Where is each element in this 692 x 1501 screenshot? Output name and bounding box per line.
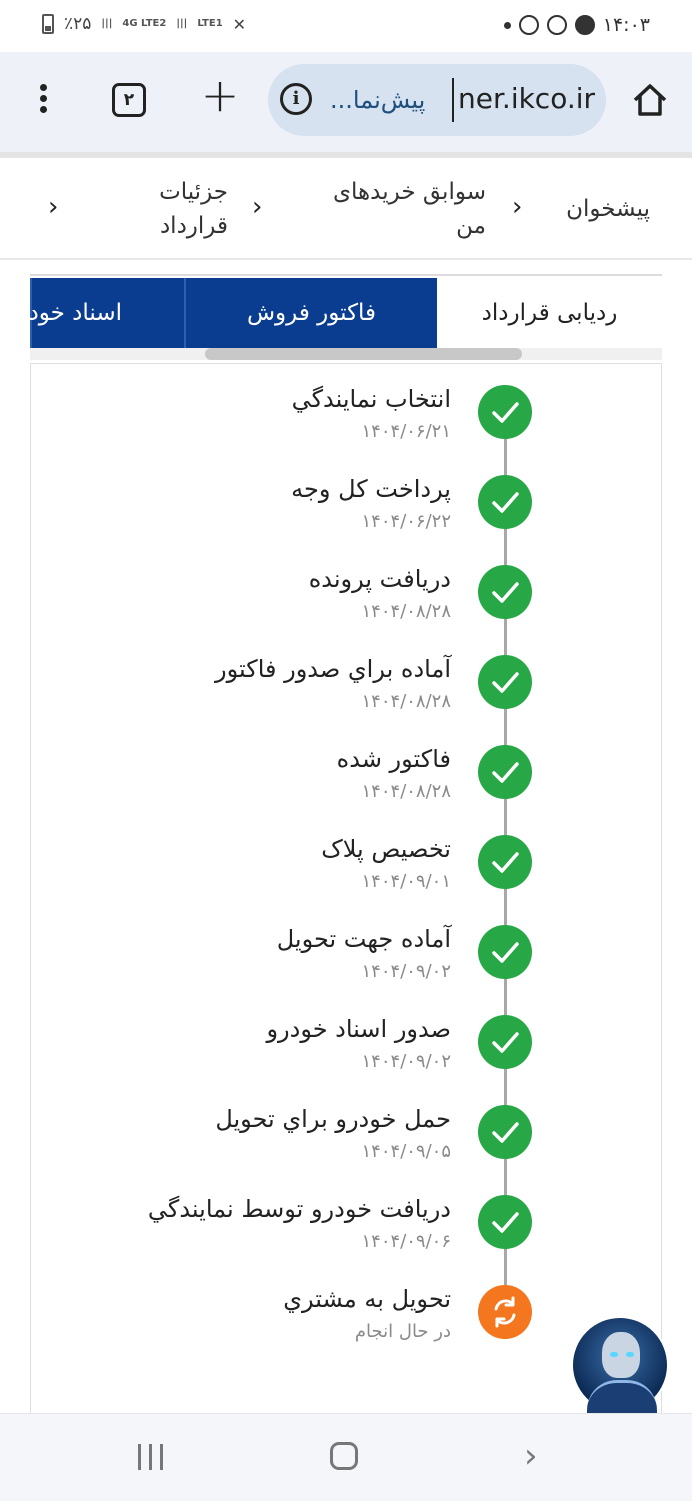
timeline-step <box>31 472 663 552</box>
cursor-divider <box>452 78 454 122</box>
timeline-step <box>31 562 663 642</box>
new-tab-button[interactable]: + <box>200 68 240 122</box>
check-icon <box>478 745 532 799</box>
breadcrumb-divider <box>0 258 692 260</box>
check-icon <box>478 1015 532 1069</box>
notification-dot-icon <box>504 22 511 29</box>
robot-eye <box>626 1352 634 1357</box>
step-label: تخصیص پلاک <box>321 835 451 863</box>
check-icon <box>478 565 532 619</box>
status-right <box>504 14 650 36</box>
back-icon[interactable]: › <box>524 1436 538 1476</box>
robot-eye <box>610 1352 618 1357</box>
tab-strip <box>6 274 662 350</box>
step-label: انتخاب نمايندگي <box>291 385 451 413</box>
ai-assistant-button[interactable] <box>571 1316 669 1414</box>
step-date: ۱۴۰۴/۰۹/۰۲ <box>361 961 451 982</box>
network-indicator-2: 4G LTE2 <box>122 18 167 29</box>
step-date: ۱۴۰۴/۰۸/۲۸ <box>361 691 451 712</box>
step-label: آماده جهت تحویل <box>276 925 451 953</box>
step-date: ۱۴۰۴/۰۶/۲۲ <box>361 511 451 532</box>
url-host: ner.ikco.ir <box>458 82 596 115</box>
tab-sales-invoice[interactable]: فاکتور فروش <box>184 278 437 348</box>
timeline-step <box>31 922 663 1002</box>
step-label: آماده براي صدور فاکتور <box>215 655 451 683</box>
chevron-left-icon: ‹ <box>48 192 59 222</box>
signal-icon: ||| <box>176 18 188 29</box>
check-icon <box>478 835 532 889</box>
check-icon <box>478 1105 532 1159</box>
status-left <box>42 14 246 34</box>
breadcrumb <box>0 158 692 258</box>
timeline-step <box>31 1012 663 1092</box>
network-indicator-1: LTE1 <box>197 18 223 29</box>
tab-contract-tracking[interactable]: ردیابی قرارداد <box>437 278 662 348</box>
timeline-step <box>31 382 663 462</box>
step-label: پرداخت کل وجه <box>291 475 451 503</box>
clock: ۱۴:۰۳ <box>602 14 650 36</box>
scrollbar-thumb[interactable] <box>205 348 522 360</box>
step-status: در حال انجام <box>354 1321 451 1342</box>
step-date: ۱۴۰۴/۰۹/۰۶ <box>361 1231 451 1252</box>
step-date: ۱۴۰۴/۰۹/۰۱ <box>361 871 451 892</box>
browser-e-icon <box>519 15 539 35</box>
step-label: حمل خودرو براي تحویل <box>215 1105 451 1133</box>
step-date: ۱۴۰۴/۰۸/۲۸ <box>361 781 451 802</box>
mute-icon: ✕ <box>232 14 247 34</box>
system-nav-bar <box>0 1413 692 1501</box>
timeline-card <box>30 363 662 1413</box>
timeline-step <box>31 1102 663 1182</box>
step-label: دریافت خودرو توسط نمايندگي <box>147 1195 451 1223</box>
recent-apps-icon[interactable] <box>136 1444 166 1470</box>
tab-vehicle-documents[interactable]: اسناد خودرو <box>30 278 184 348</box>
page-content <box>0 158 692 1413</box>
timeline-step <box>31 832 663 912</box>
step-date: ۱۴۰۴/۰۹/۰۲ <box>361 1051 451 1072</box>
battery-percent: ٪۲۵ <box>64 14 92 34</box>
shield-check-icon <box>575 15 595 35</box>
chevron-left-icon: ‹ <box>252 192 263 222</box>
status-bar <box>0 0 692 52</box>
chevron-left-icon: ‹ <box>512 192 523 222</box>
refresh-icon <box>478 1285 532 1339</box>
home-nav-icon[interactable] <box>330 1442 358 1470</box>
step-date: ۱۴۰۴/۰۸/۲۸ <box>361 601 451 622</box>
timeline-step <box>31 652 663 732</box>
breadcrumb-item-purchases[interactable]: سوابق خریدهای من <box>333 179 486 239</box>
check-icon <box>478 475 532 529</box>
tab-scrollbar[interactable] <box>30 348 662 360</box>
tabs-count-button[interactable]: ۲ <box>112 83 146 117</box>
check-icon <box>478 385 532 439</box>
page-title: پیش‌نما... <box>330 86 426 114</box>
address-bar[interactable] <box>268 64 606 136</box>
home-icon[interactable] <box>630 80 670 120</box>
info-icon[interactable]: i <box>280 83 312 115</box>
breadcrumb-item-contract-details[interactable]: جزئیات قرارداد <box>159 179 228 239</box>
signal-icon: ||| <box>101 18 113 29</box>
step-date: ۱۴۰۴/۰۹/۰۵ <box>361 1141 451 1162</box>
more-vert-icon[interactable] <box>28 80 58 120</box>
check-icon <box>478 1195 532 1249</box>
sync-icon <box>547 15 567 35</box>
timeline-step-current <box>31 1282 663 1362</box>
browser-toolbar <box>0 52 692 152</box>
robot-avatar-icon <box>602 1332 640 1378</box>
step-date: ۱۴۰۴/۰۶/۲۱ <box>361 421 451 442</box>
step-label: تحویل به مشتري <box>283 1285 451 1313</box>
step-label: دریافت پرونده <box>308 565 451 593</box>
step-label: فاکتور شده <box>336 745 451 773</box>
check-icon <box>478 925 532 979</box>
step-label: صدور اسناد خودرو <box>266 1015 451 1043</box>
timeline-step <box>31 742 663 822</box>
breadcrumb-item-dashboard[interactable]: پیشخوان <box>566 196 650 222</box>
timeline-step <box>31 1192 663 1272</box>
battery-icon <box>42 14 54 34</box>
check-icon <box>478 655 532 709</box>
